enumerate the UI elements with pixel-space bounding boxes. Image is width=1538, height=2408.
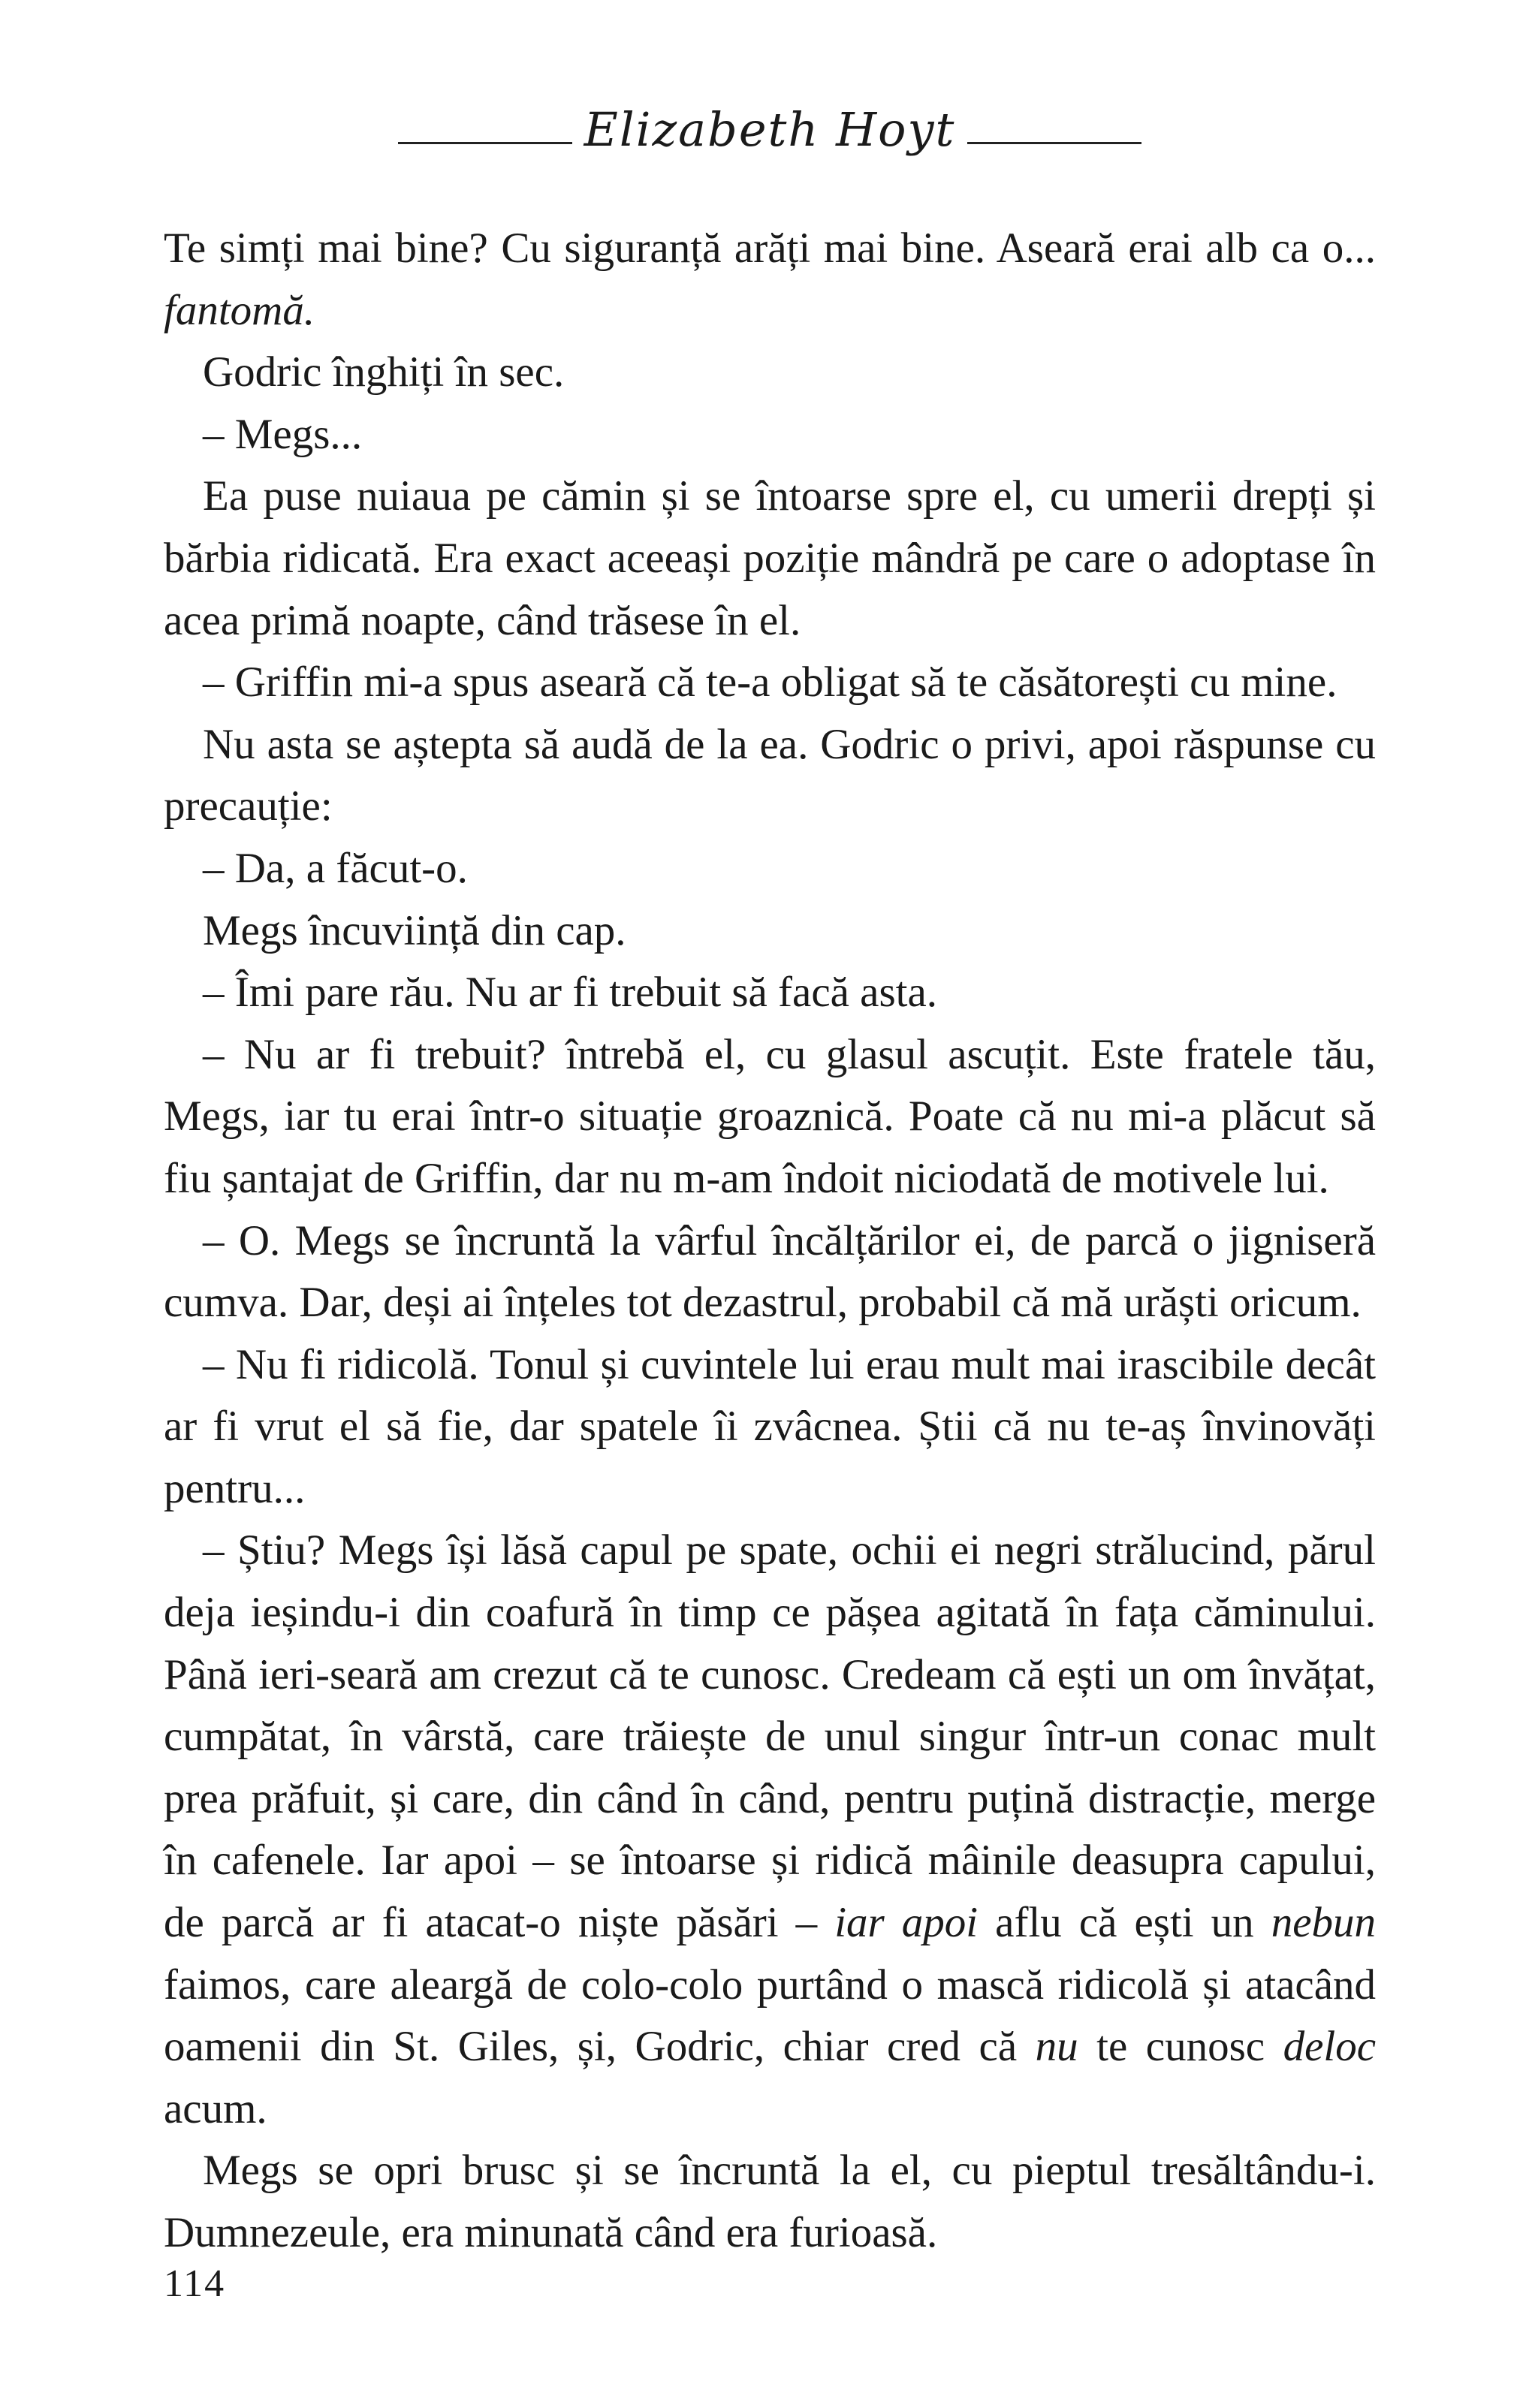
text-run: – O. Megs se încruntă la vârful încălțărilor ei, de parcă o jigniseră cumva. Dar, deși ai înțeles tot dezastrul, probabil că mă urăști oricum. bbox=[164, 1216, 1376, 1327]
paragraph bbox=[164, 714, 1376, 838]
text-run: Ea puse nuiaua pe cămin și se întoarse spre el, cu umerii drepți și bărbia ridicată. Era exact aceeași poziție mândră pe care o adoptase în acea primă noapte, când trăsese în el. bbox=[164, 472, 1376, 644]
paragraph bbox=[164, 1210, 1376, 1334]
text-run: – Știu? Megs își lăsă capul pe spate, ochii ei negri strălucind, părul deja ieșindu-i din coafură în timp ce pășea agitată în fața căminului. Până ieri-seară am crezut că te cunosc. Credeam că ești un om învățat, cumpătat, în vârstă, care trăiește de unul singur într-un conac mult prea prăfuit, și care, din când în când, pentru puțină distracție, merge în cafenele. Iar apoi – se întoarse și ridică mâinile deasupra capului, de parcă ar fi atacat-o niște păsări – bbox=[164, 1526, 1376, 1947]
paragraph bbox=[164, 900, 1376, 963]
text-run: – Megs... bbox=[203, 410, 363, 458]
text-run: Megs încuviință din cap. bbox=[203, 906, 626, 954]
paragraph bbox=[164, 2140, 1376, 2264]
text-run: – Nu fi ridicolă. Tonul și cuvintele lui erau mult mai irascibile decât ar fi vrut el să fie, dar spatele îi zvâcnea. Știi că nu te-aș învinovăți pentru... bbox=[164, 1340, 1376, 1512]
paragraph bbox=[164, 962, 1376, 1024]
italic-run: fantomă. bbox=[164, 286, 315, 334]
paragraph bbox=[164, 466, 1376, 652]
text-run: Te simți mai bine? Cu siguranță arăți mai bine. Aseară erai alb ca o... bbox=[164, 225, 1376, 272]
text-run: acum. bbox=[164, 2084, 267, 2132]
paragraph bbox=[164, 404, 1376, 466]
paragraph bbox=[164, 342, 1376, 404]
text-run: aflu că ești un bbox=[978, 1899, 1271, 1947]
running-header bbox=[391, 99, 1149, 159]
text-run: Godric înghiți în sec. bbox=[203, 348, 565, 396]
header-rule-left bbox=[398, 142, 572, 144]
header-rule-right bbox=[967, 142, 1141, 144]
italic-run: deloc bbox=[1283, 2023, 1376, 2071]
page-number: 114 bbox=[164, 2262, 226, 2305]
text-run: Nu asta se aștepta să audă de la ea. Godric o privi, apoi răspunse cu precauție: bbox=[164, 720, 1376, 830]
paragraph bbox=[164, 1520, 1376, 2140]
text-run: – Îmi pare rău. Nu ar fi trebuit să facă asta. bbox=[203, 969, 938, 1017]
paragraph bbox=[164, 218, 1376, 342]
author-name: Elizabeth Hoyt bbox=[584, 101, 956, 157]
paragraph bbox=[164, 838, 1376, 900]
italic-run: iar apoi bbox=[834, 1899, 979, 1947]
paragraph bbox=[164, 652, 1376, 714]
text-run: – Da, a făcut-o. bbox=[203, 844, 468, 892]
paragraph bbox=[164, 1334, 1376, 1520]
text-run: Megs se opri brusc și se încruntă la el, cu pieptul tresăltându-i. Dumnezeule, era minunată când era furioasă. bbox=[164, 2147, 1376, 2256]
text-run: te cunosc bbox=[1078, 2023, 1283, 2071]
text-run: faimos, care aleargă de colo-colo purtând o mască ridicolă și atacând oamenii din St. Giles, și, Godric, chiar cred că bbox=[164, 1960, 1376, 2071]
text-run: – Nu ar fi trebuit? întrebă el, cu glasul ascuțit. Este fratele tău, Megs, iar tu erai într-o situație groaznică. Poate că nu mi-a plăcut să fiu șantajat de Griffin, dar nu m-am îndoit niciodată de motivele lui. bbox=[164, 1030, 1376, 1202]
text-run: – Griffin mi-a spus aseară că te-a obligat să te căsătorești cu mine. bbox=[203, 659, 1337, 707]
paragraph bbox=[164, 1024, 1376, 1210]
body-text bbox=[164, 218, 1376, 2265]
italic-run: nebun bbox=[1271, 1899, 1377, 1947]
italic-run: nu bbox=[1035, 2023, 1078, 2071]
